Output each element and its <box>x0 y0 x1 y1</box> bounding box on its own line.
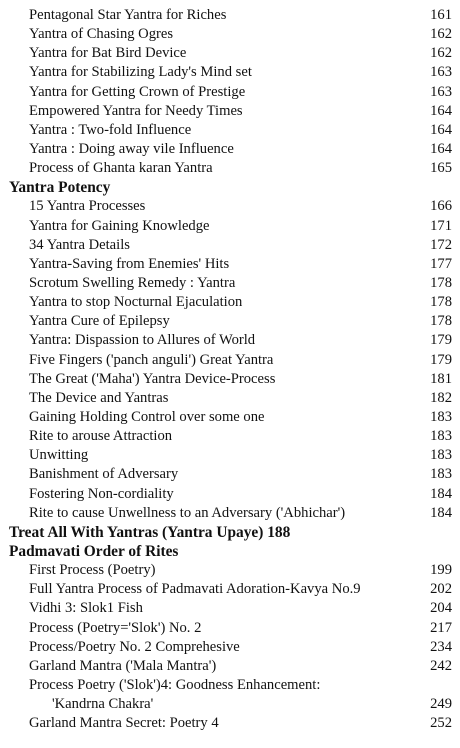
toc-entry-title: Yantra for Getting Crown of Prestige <box>29 83 246 100</box>
toc-entry <box>0 446 460 465</box>
toc-entry-title: Process of Ghanta karan Yantra <box>29 160 213 177</box>
toc-entry <box>0 6 460 25</box>
page-number: 183 <box>430 447 452 464</box>
table-of-contents <box>0 6 460 733</box>
toc-entry-title: Unwitting <box>29 447 89 464</box>
toc-entry-title: The Device and Yantras <box>29 389 169 406</box>
page-number: 165 <box>430 160 452 177</box>
page-number: 161 <box>430 7 452 23</box>
toc-entry <box>0 580 460 599</box>
page-number: 242 <box>430 657 452 674</box>
toc-entry <box>0 293 460 312</box>
toc-entry <box>0 102 460 121</box>
toc-entry-title: Process/Poetry No. 2 Comprehesive <box>29 638 240 655</box>
toc-entry-title: Garland Mantra Secret: Poetry 4 <box>29 715 219 732</box>
toc-entry-title: Vidhi 3: Slok1 Fish <box>29 600 143 617</box>
toc-entry-title: Yantra-Saving from Enemies' Hits <box>29 255 230 272</box>
toc-entry <box>0 561 460 580</box>
toc-entry-title: Yantra for Stabilizing Lady's Mind set <box>29 64 252 81</box>
toc-entry <box>0 63 460 82</box>
page-number: 183 <box>430 428 452 445</box>
page-number: 184 <box>430 504 452 521</box>
page-number: 172 <box>430 236 452 253</box>
page-number: 184 <box>430 485 452 502</box>
page-number: 178 <box>430 274 452 291</box>
toc-entry-title: 34 Yantra Details <box>29 236 130 253</box>
toc-entry-title: Banishment of Adversary <box>29 466 179 483</box>
toc-entry-title: Pentagonal Star Yantra for Riches <box>29 7 227 23</box>
toc-entry-title: Rite to cause Unwellness to an Adversary ('Abhichar') <box>29 504 346 521</box>
page-number: 163 <box>430 64 452 81</box>
section-heading-title: Yantra Potency <box>9 179 111 197</box>
toc-entry <box>0 159 460 178</box>
toc-entry <box>0 44 460 63</box>
toc-entry-title: Gaining Holding Control over some one <box>29 408 265 425</box>
toc-entry <box>0 389 460 408</box>
toc-entry <box>0 714 460 733</box>
page-number: 162 <box>430 26 452 43</box>
toc-entry-title: Yantra Cure of Epilepsy <box>29 313 170 330</box>
toc-entry-title: Yantra to stop Nocturnal Ejaculation <box>29 294 243 311</box>
toc-entry-title: Yantra : Two-fold Influence <box>29 121 192 138</box>
page-number: 249 <box>430 696 452 713</box>
page-number: 204 <box>430 600 452 617</box>
toc-entry-title: Process Poetry ('Slok')4: Goodness Enhancement: <box>29 676 321 693</box>
toc-entry-title: Full Yantra Process of Padmavati Adoration-Kavya No.9 <box>29 581 361 598</box>
toc-entry <box>0 140 460 159</box>
page-number: 202 <box>430 581 452 598</box>
toc-entry <box>0 25 460 44</box>
toc-entry <box>0 465 460 484</box>
toc-entry <box>0 312 460 331</box>
toc-entry <box>0 599 460 618</box>
toc-entry <box>0 408 460 427</box>
toc-entry <box>0 217 460 236</box>
toc-entry <box>0 255 460 274</box>
toc-entry <box>0 695 460 714</box>
section-heading <box>0 523 460 542</box>
toc-entry-title: Rite to arouse Attraction <box>29 428 173 445</box>
toc-entry-title: The Great ('Maha') Yantra Device-Process <box>29 370 276 387</box>
page-number: 217 <box>430 619 452 636</box>
page-number: 164 <box>430 102 452 119</box>
page-number: 179 <box>430 332 452 349</box>
toc-entry <box>0 504 460 523</box>
section-heading-title: Treat All With Yantras (Yantra Upaye) 188 <box>9 523 291 541</box>
toc-entry-title: 15 Yantra Processes <box>29 198 146 215</box>
toc-entry <box>0 83 460 102</box>
toc-entry <box>0 121 460 140</box>
toc-entry <box>0 619 460 638</box>
toc-entry <box>0 638 460 657</box>
toc-entry <box>0 676 460 695</box>
page-number: 163 <box>430 83 452 100</box>
page-number: 199 <box>430 562 452 579</box>
page-number: 164 <box>430 140 452 157</box>
toc-entry-title: Five Fingers ('panch anguli') Great Yantra <box>29 351 274 368</box>
toc-entry-title: Yantra : Doing away vile Influence <box>29 140 234 157</box>
page-number: 166 <box>430 198 452 215</box>
toc-entry <box>0 197 460 216</box>
toc-entry-title: Yantra of Chasing Ogres <box>29 26 174 43</box>
section-heading <box>0 542 460 561</box>
toc-entry-title: Process (Poetry='Slok') No. 2 <box>29 619 202 636</box>
page-number: 183 <box>430 466 452 483</box>
section-heading <box>0 178 460 197</box>
toc-entry <box>0 351 460 370</box>
toc-entry <box>0 236 460 255</box>
page-number: 182 <box>430 389 452 406</box>
page-number: 179 <box>430 351 452 368</box>
toc-entry <box>0 427 460 446</box>
page-number: 162 <box>430 45 452 62</box>
page-number: 178 <box>430 294 452 311</box>
page-number: 171 <box>430 217 452 234</box>
toc-entry-title: Fostering Non-cordiality <box>29 485 174 502</box>
toc-entry <box>0 331 460 350</box>
toc-entry-title: Yantra for Bat Bird Device <box>29 45 187 62</box>
page-number: 164 <box>430 121 452 138</box>
toc-entry-title: Scrotum Swelling Remedy : Yantra <box>29 274 236 291</box>
toc-entry <box>0 274 460 293</box>
section-heading-title: Padmavati Order of Rites <box>9 542 179 560</box>
toc-entry-title: Yantra for Gaining Knowledge <box>29 217 210 234</box>
toc-entry-title: 'Kandrna Chakra' <box>52 696 154 713</box>
toc-entry-title: Yantra: Dispassion to Allures of World <box>29 332 256 349</box>
page-number: 183 <box>430 408 452 425</box>
toc-entry <box>0 370 460 389</box>
page-number: 234 <box>430 638 452 655</box>
page-number: 177 <box>430 255 452 272</box>
page-number: 252 <box>430 715 452 732</box>
toc-entry-title: Garland Mantra ('Mala Mantra') <box>29 657 217 674</box>
toc-entry-title: First Process (Poetry) <box>29 562 156 579</box>
toc-entry <box>0 657 460 676</box>
toc-entry <box>0 485 460 504</box>
page-number: 178 <box>430 313 452 330</box>
page-number: 181 <box>430 370 452 387</box>
toc-entry-title: Empowered Yantra for Needy Times <box>29 102 243 119</box>
